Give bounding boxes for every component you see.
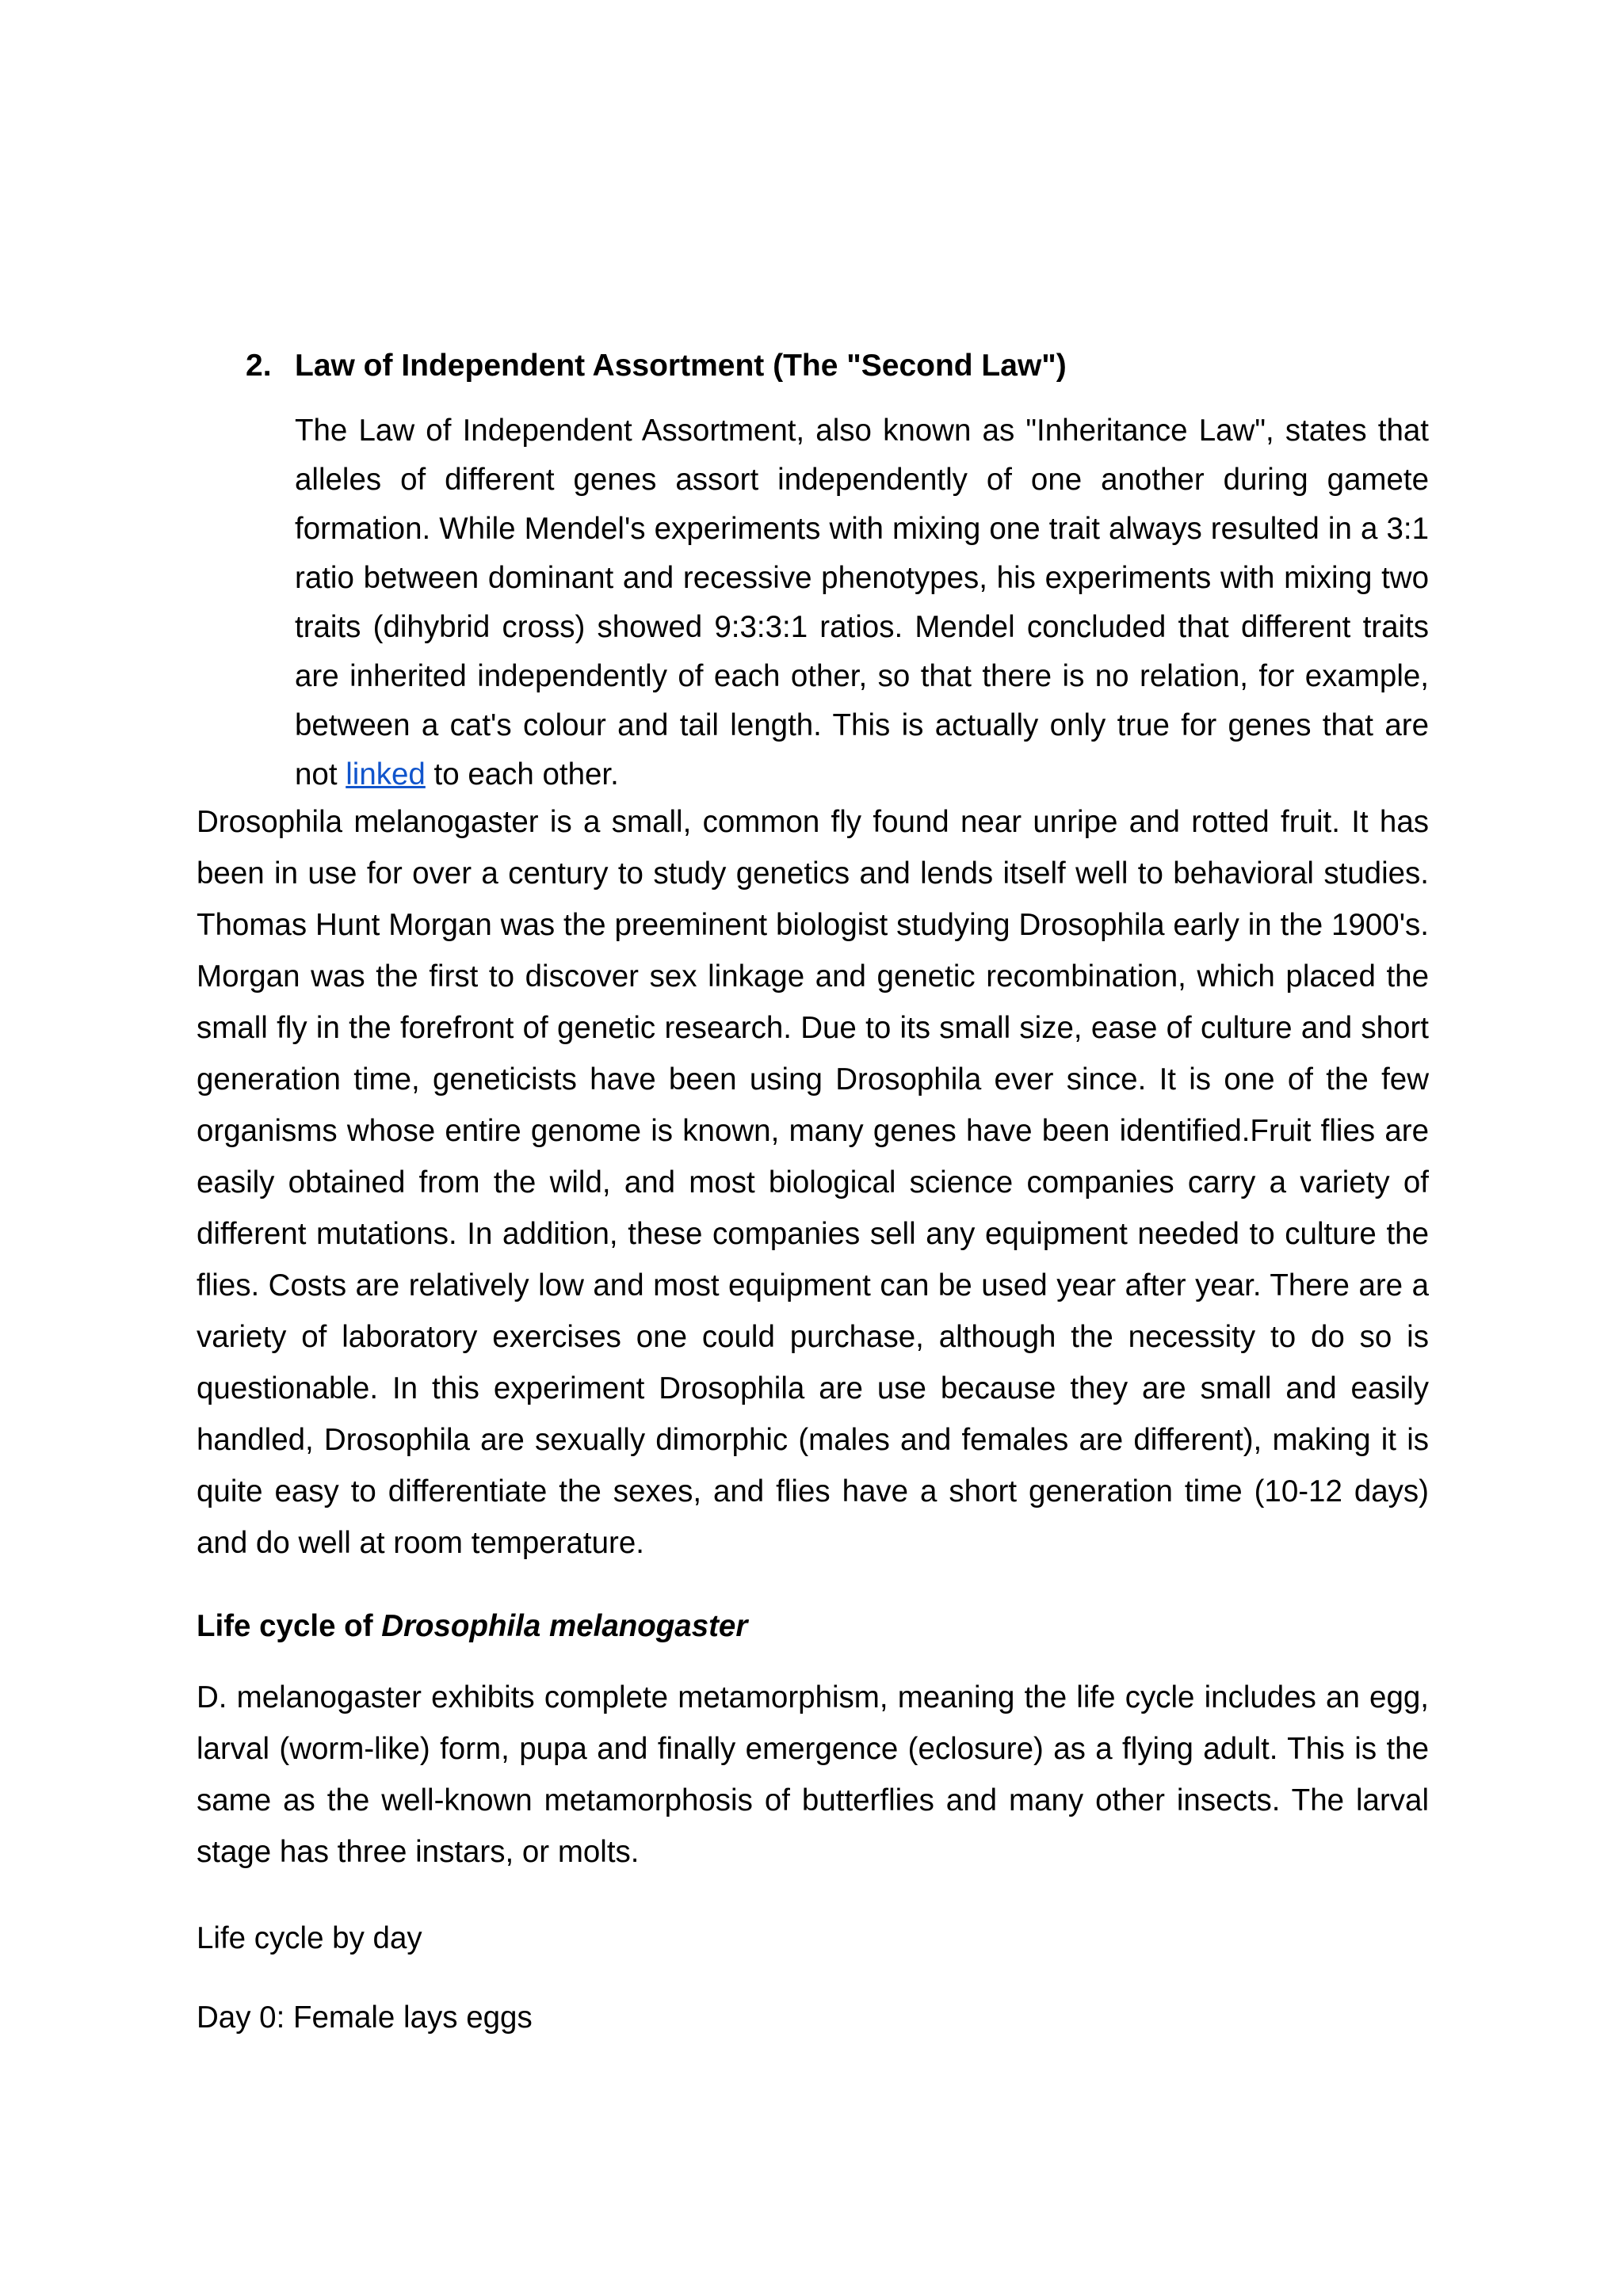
heading-prefix: Life cycle of: [197, 1609, 382, 1643]
life-cycle-by-day-label: Life cycle by day: [197, 1921, 422, 1955]
linked-link[interactable]: linked: [346, 757, 426, 791]
independent-assortment-paragraph: [295, 406, 1429, 799]
life-cycle-heading: [197, 1600, 747, 1652]
metamorphism-paragraph: D. melanogaster exhibits complete metamorphism, meaning the life cycle includes an egg, larval (worm-like) form, pupa and finally emergence (eclosure) as a flying adult. This is the same as the well-known metamorphosis of butterflies and many other insects. The larval stage has three instars, or molts.: [197, 1680, 1429, 1869]
paragraph-text: The Law of Independent Assortment, also known as "Inheritance Law", states that alleles of different genes assort independently of one another during gamete formation. While Mendel's experiments with mixing one trait always resulted in a 3:1 ratio between dominant and recessive phenotypes, his experiments with mixing two traits (dihybrid cross) showed 9:3:3:1 ratios. Mendel concluded that different traits are inherited independently of each other, so that there is no relation, for example, between a cat's colour and tail length. This is actually only true for genes that are not: [295, 414, 1429, 791]
species-name: Drosophila melanogaster: [381, 1609, 748, 1643]
paragraph-text-end: to each other.: [425, 757, 619, 791]
law-heading: Law of Independent Assortment (The "Second Law"): [295, 349, 1067, 383]
list-item-heading: [246, 345, 1067, 387]
drosophila-paragraph: Drosophila melanogaster is a small, common fly found near unripe and rotted fruit. It has been in use for over a century to study genetics and lends itself well to behavioral studies. Thomas Hunt Morgan was the preeminent biologist studying Drosophila early in the 1900's. Morgan was the first to discover sex linkage and genetic recombination, which placed the small fly in the forefront of genetic research. Due to its small size, ease of culture and short generation time, geneticists have been using Drosophila ever since. It is one of the few organisms whose entire genome is known, many genes have been identified.Fruit flies are easily obtained from the wild, and most biological science companies carry a variety of different mutations. In addition, these companies sell any equipment needed to culture the flies. Costs are relatively low and most equipment can be used year after year. There are a variety of laboratory exercises one could purchase, although the necessity to do so is questionable. In this experiment Drosophila are use because they are small and easily handled, Drosophila are sexually dimorphic (males and females are different), making it is quite easy to differentiate the sexes, and flies have a short generation time (10-12 days) and do well at room temperature.: [197, 805, 1429, 1560]
day-0-line: Day 0: Female lays eggs: [197, 2000, 533, 2035]
list-number: 2.: [246, 349, 272, 383]
